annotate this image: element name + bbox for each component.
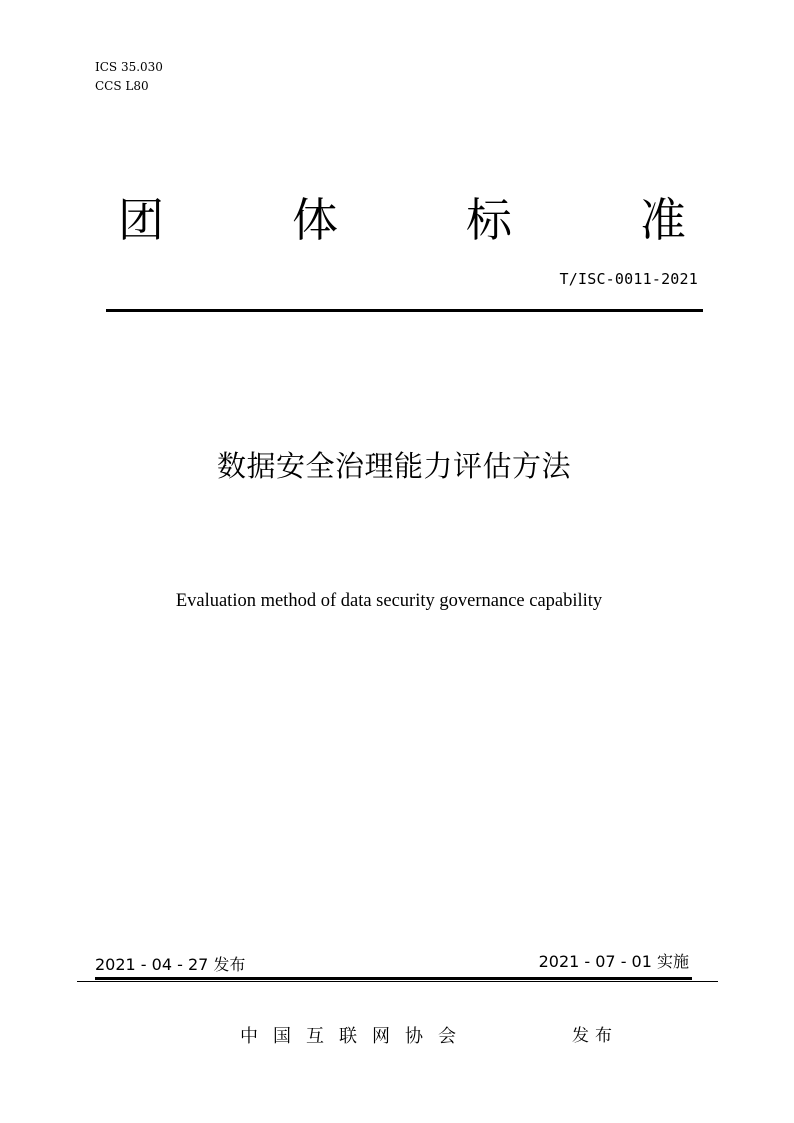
standard-type-char: 准 <box>640 193 686 247</box>
ccs-code: CCS L80 <box>95 79 149 93</box>
classification-codes <box>95 58 163 96</box>
header-divider <box>106 309 703 312</box>
footer-divider-thin <box>77 981 718 982</box>
footer-divider-thick <box>95 977 692 980</box>
publisher-name: 中国互联网协会 <box>240 1026 471 1047</box>
standard-type-heading <box>112 190 692 250</box>
issue-date: 2021 - 04 - 27 发布 <box>95 955 246 974</box>
ics-code: ICS 35.030 <box>95 60 163 74</box>
standard-type-char: 团 <box>118 193 164 247</box>
standard-type-char: 体 <box>292 193 338 247</box>
document-title-chinese: 数据安全治理能力评估方法 <box>216 449 571 483</box>
standard-number: T/ISC-0011-2021 <box>559 270 698 288</box>
document-title-english: Evaluation method of data security governance capability <box>175 591 603 611</box>
standard-type-char: 标 <box>466 193 512 247</box>
implementation-date: 2021 - 07 - 01 实施 <box>538 952 689 971</box>
publish-label: 发布 <box>572 1026 618 1046</box>
